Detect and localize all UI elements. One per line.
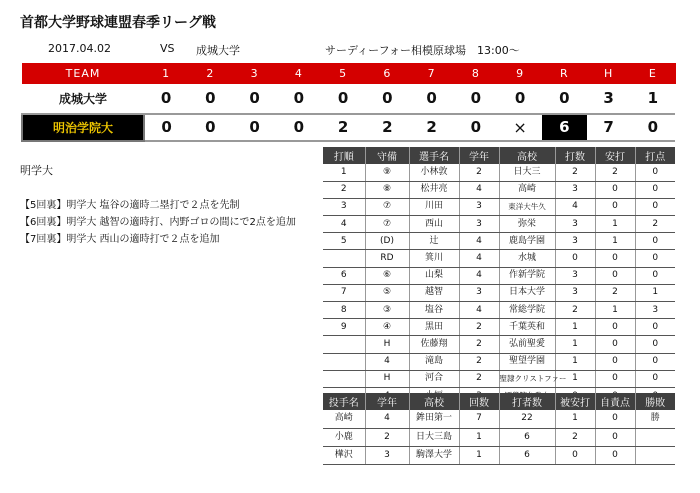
venue-time: サーディーフォー相模原球場 13:00～: [325, 44, 520, 57]
table-cell: 1: [459, 428, 499, 446]
table-cell: 弘前聖愛: [499, 336, 555, 353]
batting-row: [323, 216, 675, 233]
score-cell: ×: [498, 114, 542, 141]
score-cell: 0: [542, 84, 586, 114]
table-cell: 越智: [409, 284, 459, 301]
table-cell: 22: [499, 410, 555, 428]
table-cell: 0: [595, 353, 635, 370]
table-cell: 高崎: [323, 410, 365, 428]
table-cell: 高崎: [499, 181, 555, 198]
batting-body: [323, 164, 675, 405]
score-cell: 0: [144, 114, 188, 141]
scoreboard-row-visitor: [22, 84, 675, 114]
table-cell: 2: [459, 164, 499, 181]
column-header: 打者数: [499, 393, 555, 410]
score-cell: 2: [365, 114, 409, 141]
column-header: TEAM: [22, 64, 144, 84]
score-cell: 0: [454, 114, 498, 141]
table-cell: 3: [555, 233, 595, 250]
column-header: 学年: [365, 393, 409, 410]
table-cell: 2: [323, 181, 365, 198]
scoreboard-row-home: [22, 114, 675, 141]
table-cell: 小鹿: [323, 428, 365, 446]
table-cell: H: [365, 336, 409, 353]
table-cell: 3: [555, 267, 595, 284]
batting-row: [323, 164, 675, 181]
table-cell: 0: [555, 446, 595, 464]
pitching-table: [323, 393, 675, 465]
column-header: 高校: [409, 393, 459, 410]
score-cell: 0: [321, 84, 365, 114]
score-cell: 0: [498, 84, 542, 114]
table-cell: 8: [323, 302, 365, 319]
table-cell: 1: [459, 446, 499, 464]
batting-row: [323, 353, 675, 370]
table-cell: 9: [323, 319, 365, 336]
table-cell: 3: [459, 198, 499, 215]
pitching-row: [323, 428, 675, 446]
pitching-body: [323, 410, 675, 464]
table-cell: 聖望学園: [499, 353, 555, 370]
score-cell: 0: [454, 84, 498, 114]
table-cell: 0: [595, 319, 635, 336]
table-cell: 2: [459, 370, 499, 387]
table-cell: 0: [635, 336, 675, 353]
table-cell: 3: [459, 216, 499, 233]
column-header: 選手名: [409, 147, 459, 164]
column-header: 投手名: [323, 393, 365, 410]
batting-table: [323, 147, 675, 405]
table-cell: H: [365, 370, 409, 387]
column-header: 自責点: [595, 393, 635, 410]
table-cell: 0: [595, 428, 635, 446]
table-cell: 4: [459, 233, 499, 250]
table-cell: 0: [635, 198, 675, 215]
column-header: 1: [144, 64, 188, 84]
table-cell: 6: [323, 267, 365, 284]
table-cell: 西山: [409, 216, 459, 233]
table-cell: 0: [595, 410, 635, 428]
score-cell: 7: [587, 114, 631, 141]
table-cell: 4: [323, 216, 365, 233]
table-cell: 1: [595, 302, 635, 319]
table-cell: 3: [555, 216, 595, 233]
batting-header-row: [323, 147, 675, 164]
table-cell: (D): [365, 233, 409, 250]
column-header: 回数: [459, 393, 499, 410]
table-cell: 0: [595, 198, 635, 215]
table-cell: ⑥: [365, 267, 409, 284]
table-cell: 6: [499, 428, 555, 446]
column-header: 3: [233, 64, 277, 84]
column-header: 9: [498, 64, 542, 84]
page-title: 首都大学野球連盟春季リーグ戦: [20, 15, 216, 31]
runs-total-cell: 6: [542, 114, 586, 141]
game-date: 2017.04.02: [48, 42, 111, 55]
table-cell: 0: [635, 233, 675, 250]
column-header: 打点: [635, 147, 675, 164]
column-header: 安打: [595, 147, 635, 164]
table-cell: 河合: [409, 370, 459, 387]
table-cell: 0: [635, 370, 675, 387]
table-cell: 日大三: [499, 164, 555, 181]
score-cell: 0: [410, 84, 454, 114]
table-cell: 佐藤翔: [409, 336, 459, 353]
table-cell: 1: [635, 284, 675, 301]
batting-row: [323, 181, 675, 198]
batting-row: [323, 198, 675, 215]
table-cell: 4: [459, 302, 499, 319]
score-cell: 0: [144, 84, 188, 114]
team-name: 明治学院大: [22, 114, 144, 141]
table-cell: 鹿島学園: [499, 233, 555, 250]
table-cell: [635, 446, 675, 464]
column-header: 4: [277, 64, 321, 84]
table-cell: ⑧: [365, 181, 409, 198]
table-cell: 2: [459, 319, 499, 336]
table-cell: [323, 353, 365, 370]
table-cell: 1: [555, 319, 595, 336]
table-cell: 0: [635, 181, 675, 198]
score-cell: 3: [587, 84, 631, 114]
table-cell: 5: [323, 233, 365, 250]
table-cell: 川田: [409, 198, 459, 215]
column-header: 高校: [499, 147, 555, 164]
table-cell: ⑨: [365, 164, 409, 181]
table-cell: 3: [323, 198, 365, 215]
table-cell: [323, 250, 365, 267]
table-cell: 3: [555, 284, 595, 301]
column-header: 勝敗: [635, 393, 675, 410]
score-cell: 0: [277, 114, 321, 141]
column-header: 7: [410, 64, 454, 84]
table-cell: ⑦: [365, 198, 409, 215]
table-cell: 0: [635, 319, 675, 336]
table-cell: ④: [365, 319, 409, 336]
table-cell: 1: [323, 164, 365, 181]
score-cell: 2: [410, 114, 454, 141]
table-cell: 1: [555, 370, 595, 387]
team-name: 成城大学: [22, 84, 144, 114]
table-cell: 4: [365, 353, 409, 370]
table-cell: 日大三島: [409, 428, 459, 446]
table-cell: 2: [595, 284, 635, 301]
table-cell: 山梨: [409, 267, 459, 284]
table-cell: 0: [595, 336, 635, 353]
score-cell: 0: [631, 114, 675, 141]
table-cell: 7: [459, 410, 499, 428]
table-cell: 千葉英和: [499, 319, 555, 336]
table-cell: ⑦: [365, 216, 409, 233]
inning-note: 【5回裏】明学大 塩谷の適時二塁打で２点を先制: [20, 200, 240, 211]
batting-row: [323, 267, 675, 284]
column-header: E: [631, 64, 675, 84]
table-cell: 3: [365, 446, 409, 464]
table-cell: 1: [595, 216, 635, 233]
table-cell: 0: [595, 370, 635, 387]
table-cell: ③: [365, 302, 409, 319]
score-cell: 1: [631, 84, 675, 114]
table-cell: [323, 336, 365, 353]
table-cell: 東洋大牛久: [499, 198, 555, 215]
table-cell: 3: [635, 302, 675, 319]
inning-note: 【6回裏】明学大 越智の適時打、内野ゴロの間にで2点を追加: [20, 217, 296, 228]
table-cell: 4: [459, 250, 499, 267]
batting-row: [323, 302, 675, 319]
column-header: 6: [365, 64, 409, 84]
table-cell: 4: [555, 198, 595, 215]
vs-label: VS: [160, 42, 175, 55]
column-header: 被安打: [555, 393, 595, 410]
column-header: H: [587, 64, 631, 84]
table-cell: 2: [365, 428, 409, 446]
table-cell: 2: [555, 164, 595, 181]
table-cell: 0: [635, 250, 675, 267]
batting-row: [323, 233, 675, 250]
table-cell: [323, 370, 365, 387]
batting-row: [323, 336, 675, 353]
column-header: 打数: [555, 147, 595, 164]
table-cell: 0: [635, 267, 675, 284]
table-cell: RD: [365, 250, 409, 267]
column-header: 5: [321, 64, 365, 84]
pitching-row: [323, 410, 675, 428]
table-cell: 黒田: [409, 319, 459, 336]
table-cell: 水城: [499, 250, 555, 267]
table-cell: 2: [555, 302, 595, 319]
score-cell: 0: [188, 114, 232, 141]
table-cell: 0: [595, 181, 635, 198]
table-cell: 2: [459, 336, 499, 353]
column-header: 8: [454, 64, 498, 84]
table-cell: 1: [555, 336, 595, 353]
table-cell: 1: [555, 410, 595, 428]
table-cell: 箕川: [409, 250, 459, 267]
batting-row: [323, 250, 675, 267]
score-cell: 2: [321, 114, 365, 141]
table-cell: 辻: [409, 233, 459, 250]
batting-row: [323, 284, 675, 301]
table-cell: 0: [635, 353, 675, 370]
table-cell: 小林敦: [409, 164, 459, 181]
scoreboard-header: [22, 64, 675, 84]
table-cell: 4: [459, 181, 499, 198]
score-cell: 0: [233, 84, 277, 114]
inning-note: 【7回裏】明学大 西山の適時打で２点を追加: [20, 234, 220, 245]
table-cell: 3: [459, 284, 499, 301]
column-header: 学年: [459, 147, 499, 164]
column-header: 守備: [365, 147, 409, 164]
score-cell: 0: [365, 84, 409, 114]
table-cell: 弥栄: [499, 216, 555, 233]
table-cell: 滝島: [409, 353, 459, 370]
table-cell: 樺沢: [323, 446, 365, 464]
opponent-name: 成城大学: [196, 44, 240, 57]
table-cell: 常総学院: [499, 302, 555, 319]
table-cell: 0: [595, 267, 635, 284]
table-cell: ⑤: [365, 284, 409, 301]
table-cell: 作新学院: [499, 267, 555, 284]
scoreboard: [21, 63, 676, 142]
column-header: 2: [188, 64, 232, 84]
table-cell: 0: [555, 250, 595, 267]
table-cell: 駒澤大学: [409, 446, 459, 464]
summary-team: 明学大: [20, 164, 53, 177]
table-cell: 2: [555, 428, 595, 446]
table-cell: 2: [635, 216, 675, 233]
pitching-header-row: [323, 393, 675, 410]
column-header: 打順: [323, 147, 365, 164]
table-cell: 3: [555, 181, 595, 198]
table-cell: 7: [323, 284, 365, 301]
pitching-row: [323, 446, 675, 464]
score-cell: 0: [277, 84, 321, 114]
table-cell: 4: [459, 267, 499, 284]
table-cell: 2: [595, 164, 635, 181]
table-cell: 日本大学: [499, 284, 555, 301]
table-cell: 鉾田第一: [409, 410, 459, 428]
table-cell: 1: [595, 233, 635, 250]
table-cell: 2: [459, 353, 499, 370]
table-cell: 聖隷クリストファー: [499, 370, 555, 387]
table-cell: 6: [499, 446, 555, 464]
table-cell: 松井亮: [409, 181, 459, 198]
score-cell: 0: [188, 84, 232, 114]
table-cell: 0: [595, 446, 635, 464]
table-cell: [635, 428, 675, 446]
table-cell: 塩谷: [409, 302, 459, 319]
table-cell: 0: [635, 164, 675, 181]
table-cell: 勝: [635, 410, 675, 428]
score-cell: 0: [233, 114, 277, 141]
batting-row: [323, 370, 675, 387]
table-cell: 1: [555, 353, 595, 370]
batting-row: [323, 319, 675, 336]
table-cell: 4: [365, 410, 409, 428]
column-header: R: [542, 64, 586, 84]
table-cell: 0: [595, 250, 635, 267]
